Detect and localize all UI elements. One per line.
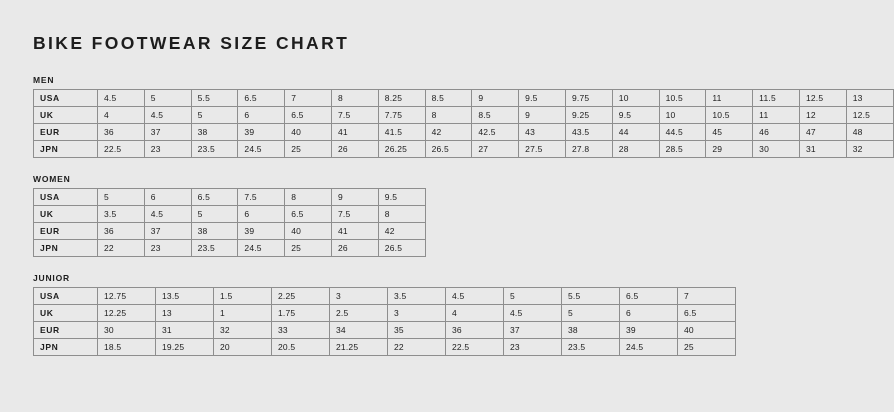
row-header: EUR [34,322,98,339]
size-cell: 9 [472,90,519,107]
size-cell: 3 [330,288,388,305]
size-cell: 6.5 [238,90,285,107]
size-cell: 37 [504,322,562,339]
size-cell: 22.5 [98,141,145,158]
size-cell: 10 [612,90,659,107]
size-cell: 3 [388,305,446,322]
size-cell: 22 [98,240,145,257]
section-men [33,75,871,158]
row-header: USA [34,189,98,206]
size-cell: 12.5 [846,107,893,124]
table-row [34,189,426,206]
size-cell: 39 [238,223,285,240]
size-cell: 11.5 [753,90,800,107]
table-row [34,322,736,339]
size-cell: 4.5 [504,305,562,322]
size-cell: 6 [144,189,191,206]
size-cell: 11 [753,107,800,124]
size-cell: 8 [378,206,425,223]
size-cell: 5 [504,288,562,305]
size-cell: 31 [156,322,214,339]
size-cell: 22.5 [446,339,504,356]
size-cell: 9.5 [612,107,659,124]
size-cell: 9.25 [565,107,612,124]
size-cell: 26 [331,141,378,158]
size-cell: 23.5 [191,141,238,158]
size-cell: 13 [156,305,214,322]
section-junior [33,273,770,356]
size-cell: 46 [753,124,800,141]
size-cell: 45 [706,124,753,141]
size-cell: 42.5 [472,124,519,141]
size-cell: 3.5 [388,288,446,305]
size-cell: 33 [272,322,330,339]
size-table-junior [33,287,736,356]
size-cell: 4.5 [98,90,145,107]
size-cell: 6.5 [620,288,678,305]
size-cell: 5 [562,305,620,322]
size-cell: 22 [388,339,446,356]
size-cell: 5 [191,107,238,124]
size-cell: 4.5 [446,288,504,305]
size-cell: 8.5 [472,107,519,124]
table-row [34,305,736,322]
row-header: EUR [34,223,98,240]
size-cell: 4.5 [144,107,191,124]
size-cell: 19.25 [156,339,214,356]
size-cell: 1 [214,305,272,322]
size-cell: 23 [504,339,562,356]
size-cell: 6 [238,206,285,223]
size-cell: 13 [846,90,893,107]
section-women [33,174,770,257]
size-cell: 13.5 [156,288,214,305]
size-cell: 12 [799,107,846,124]
size-cell: 26.5 [378,240,425,257]
size-cell: 28 [612,141,659,158]
size-cell: 31 [799,141,846,158]
size-cell: 38 [562,322,620,339]
size-cell: 34 [330,322,388,339]
size-cell: 40 [285,124,332,141]
size-cell: 6 [238,107,285,124]
row-header: UK [34,107,98,124]
size-cell: 5.5 [191,90,238,107]
size-table-women [33,188,426,257]
table-row [34,124,894,141]
size-cell: 27 [472,141,519,158]
size-cell: 8.5 [425,90,472,107]
size-cell: 25 [285,240,332,257]
size-cell: 27.5 [519,141,566,158]
size-cell: 10.5 [706,107,753,124]
size-cell: 8.25 [378,90,425,107]
size-cell: 7.5 [331,107,378,124]
size-cell: 39 [238,124,285,141]
size-cell: 30 [753,141,800,158]
row-header: JPN [34,141,98,158]
size-cell: 23 [144,141,191,158]
size-cell: 7.5 [238,189,285,206]
size-cell: 43 [519,124,566,141]
size-cell: 43.5 [565,124,612,141]
size-cell: 6 [620,305,678,322]
size-cell: 5 [191,206,238,223]
size-cell: 8 [425,107,472,124]
size-cell: 32 [214,322,272,339]
table-row [34,107,894,124]
section-label-junior: JUNIOR [33,273,70,284]
size-cell: 4 [446,305,504,322]
size-cell: 11 [706,90,753,107]
row-header: USA [34,90,98,107]
size-cell: 18.5 [98,339,156,356]
table-row [34,240,426,257]
size-cell: 44.5 [659,124,706,141]
size-cell: 5 [98,189,145,206]
size-cell: 42 [378,223,425,240]
size-cell: 2.25 [272,288,330,305]
row-header: UK [34,305,98,322]
size-cell: 20 [214,339,272,356]
row-header: JPN [34,339,98,356]
size-cell: 40 [285,223,332,240]
size-cell: 6.5 [285,107,332,124]
section-label-men: MEN [33,75,55,86]
section-label-women: WOMEN [33,174,71,185]
size-cell: 42 [425,124,472,141]
size-cell: 36 [98,124,145,141]
size-cell: 38 [191,124,238,141]
size-cell: 4.5 [144,206,191,223]
table-row [34,339,736,356]
size-cell: 8 [285,189,332,206]
table-row [34,206,426,223]
size-table-men [33,89,894,158]
size-cell: 29 [706,141,753,158]
size-cell: 12.5 [799,90,846,107]
size-cell: 3.5 [98,206,145,223]
size-cell: 25 [678,339,736,356]
size-cell: 10 [659,107,706,124]
size-cell: 12.75 [98,288,156,305]
size-cell: 30 [98,322,156,339]
size-cell: 5.5 [562,288,620,305]
size-cell: 9.5 [378,189,425,206]
row-header: JPN [34,240,98,257]
size-cell: 41 [331,124,378,141]
size-cell: 1.5 [214,288,272,305]
row-header: USA [34,288,98,305]
size-cell: 37 [144,124,191,141]
size-cell: 40 [678,322,736,339]
size-cell: 7.5 [331,206,378,223]
size-cell: 44 [612,124,659,141]
table-row [34,288,736,305]
size-cell: 23 [144,240,191,257]
size-cell: 41 [331,223,378,240]
size-cell: 9.75 [565,90,612,107]
size-cell: 32 [846,141,893,158]
size-cell: 37 [144,223,191,240]
size-cell: 6.5 [191,189,238,206]
size-cell: 23.5 [562,339,620,356]
size-cell: 20.5 [272,339,330,356]
row-header: UK [34,206,98,223]
size-cell: 28.5 [659,141,706,158]
size-cell: 27.8 [565,141,612,158]
size-cell: 36 [98,223,145,240]
size-cell: 26.25 [378,141,425,158]
size-cell: 6.5 [678,305,736,322]
size-cell: 24.5 [238,141,285,158]
size-cell: 23.5 [191,240,238,257]
table-row [34,90,894,107]
size-cell: 36 [446,322,504,339]
size-cell: 9.5 [519,90,566,107]
size-cell: 48 [846,124,893,141]
size-cell: 2.5 [330,305,388,322]
size-cell: 26 [331,240,378,257]
size-cell: 12.25 [98,305,156,322]
page-title: BIKE FOOTWEAR SIZE CHART [33,33,350,53]
size-cell: 8 [331,90,378,107]
size-cell: 6.5 [285,206,332,223]
size-cell: 7.75 [378,107,425,124]
size-cell: 39 [620,322,678,339]
size-cell: 38 [191,223,238,240]
size-cell: 9 [519,107,566,124]
table-row [34,223,426,240]
size-cell: 47 [799,124,846,141]
size-cell: 7 [285,90,332,107]
size-cell: 7 [678,288,736,305]
size-cell: 41.5 [378,124,425,141]
size-cell: 1.75 [272,305,330,322]
table-row [34,141,894,158]
size-cell: 24.5 [238,240,285,257]
row-header: EUR [34,124,98,141]
size-cell: 25 [285,141,332,158]
size-cell: 9 [331,189,378,206]
size-cell: 21.25 [330,339,388,356]
size-cell: 26.5 [425,141,472,158]
size-cell: 35 [388,322,446,339]
size-cell: 10.5 [659,90,706,107]
size-cell: 24.5 [620,339,678,356]
size-cell: 5 [144,90,191,107]
size-cell: 4 [98,107,145,124]
